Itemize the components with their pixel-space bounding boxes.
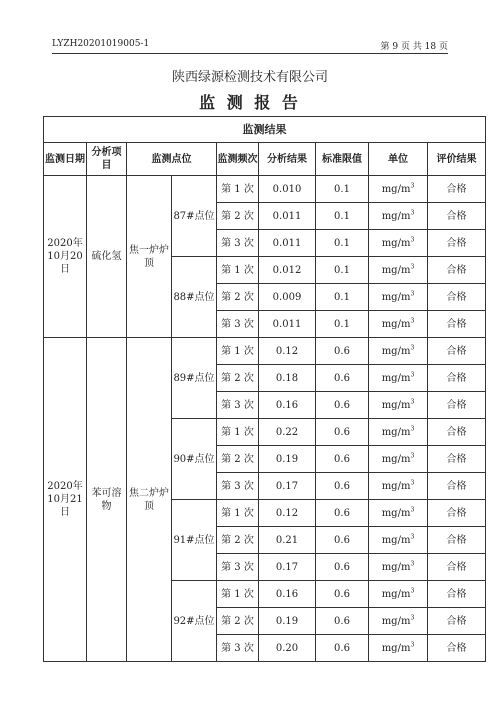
point-cell: 91#点位 [172, 500, 217, 581]
limit-cell: 0.6 [316, 554, 369, 581]
result-cell: 0.17 [259, 554, 316, 581]
limit-cell: 0.6 [316, 419, 369, 446]
limit-cell: 0.1 [316, 203, 369, 230]
frequency-cell: 第 2 次 [217, 446, 259, 473]
limit-cell: 0.1 [316, 284, 369, 311]
evaluation-cell: 合格 [428, 257, 486, 284]
result-cell: 0.011 [259, 311, 316, 338]
header-evaluation: 评价结果 [428, 143, 486, 176]
unit-cell [369, 419, 428, 446]
item-cell: 硫化氢 [87, 176, 127, 338]
unit-cell [369, 635, 428, 662]
unit-base: mg/m [381, 264, 411, 276]
item-cell: 苯可溶物 [87, 338, 127, 662]
unit-cell [369, 365, 428, 392]
limit-cell: 0.6 [316, 365, 369, 392]
unit-exponent: 3 [410, 425, 415, 433]
unit-base: mg/m [381, 507, 411, 519]
limit-cell: 0.6 [316, 473, 369, 500]
table-header-row [44, 143, 486, 176]
limit-cell: 0.6 [316, 446, 369, 473]
result-cell: 0.16 [259, 392, 316, 419]
unit-cell [369, 581, 428, 608]
results-table [43, 116, 486, 662]
evaluation-cell: 合格 [428, 419, 486, 446]
unit-cell [369, 554, 428, 581]
point-cell: 88#点位 [172, 257, 217, 338]
unit-exponent: 3 [410, 506, 415, 514]
unit-cell [369, 284, 428, 311]
frequency-cell: 第 1 次 [217, 419, 259, 446]
evaluation-cell: 合格 [428, 473, 486, 500]
unit-base: mg/m [381, 615, 411, 627]
unit-exponent: 3 [410, 641, 415, 649]
unit-base: mg/m [381, 561, 411, 573]
limit-cell: 0.1 [316, 176, 369, 203]
frequency-cell: 第 3 次 [217, 554, 259, 581]
unit-exponent: 3 [410, 452, 415, 460]
frequency-cell: 第 1 次 [217, 257, 259, 284]
unit-base: mg/m [381, 183, 411, 195]
result-cell: 0.16 [259, 581, 316, 608]
evaluation-cell: 合格 [428, 203, 486, 230]
limit-cell: 0.6 [316, 500, 369, 527]
frequency-cell: 第 3 次 [217, 311, 259, 338]
unit-base: mg/m [381, 345, 411, 357]
frequency-cell: 第 3 次 [217, 473, 259, 500]
unit-base: mg/m [381, 642, 411, 654]
unit-cell [369, 203, 428, 230]
evaluation-cell: 合格 [428, 392, 486, 419]
frequency-cell: 第 1 次 [217, 581, 259, 608]
unit-base: mg/m [381, 453, 411, 465]
unit-exponent: 3 [410, 560, 415, 568]
result-cell: 0.12 [259, 338, 316, 365]
unit-exponent: 3 [410, 479, 415, 487]
unit-exponent: 3 [410, 587, 415, 595]
limit-cell: 0.6 [316, 608, 369, 635]
header-frequency: 监测频次 [217, 143, 259, 176]
frequency-cell: 第 2 次 [217, 608, 259, 635]
unit-exponent: 3 [410, 398, 415, 406]
unit-exponent: 3 [410, 263, 415, 271]
unit-cell [369, 392, 428, 419]
result-cell: 0.011 [259, 230, 316, 257]
result-cell: 0.19 [259, 608, 316, 635]
unit-base: mg/m [381, 318, 411, 330]
unit-exponent: 3 [410, 290, 415, 298]
evaluation-cell: 合格 [428, 446, 486, 473]
date-cell: 2020年10月20日 [44, 176, 87, 338]
unit-exponent: 3 [410, 344, 415, 352]
frequency-cell: 第 3 次 [217, 230, 259, 257]
result-cell: 0.18 [259, 365, 316, 392]
table-title-row [44, 117, 486, 143]
point-cell: 92#点位 [172, 581, 217, 662]
evaluation-cell: 合格 [428, 635, 486, 662]
unit-cell [369, 257, 428, 284]
evaluation-cell: 合格 [428, 230, 486, 257]
unit-exponent: 3 [410, 209, 415, 217]
unit-base: mg/m [381, 237, 411, 249]
frequency-cell: 第 2 次 [217, 284, 259, 311]
frequency-cell: 第 2 次 [217, 203, 259, 230]
unit-cell [369, 527, 428, 554]
table-row [44, 176, 486, 203]
evaluation-cell: 合格 [428, 608, 486, 635]
result-cell: 0.010 [259, 176, 316, 203]
frequency-cell: 第 1 次 [217, 338, 259, 365]
evaluation-cell: 合格 [428, 581, 486, 608]
results-table-body [44, 117, 486, 662]
frequency-cell: 第 2 次 [217, 527, 259, 554]
evaluation-cell: 合格 [428, 500, 486, 527]
header-limit: 标准限值 [316, 143, 369, 176]
page-header [52, 39, 448, 53]
page-info: 第 9 页 共 18 页 [380, 42, 448, 52]
frequency-cell: 第 2 次 [217, 365, 259, 392]
header-unit: 单位 [369, 143, 428, 176]
evaluation-cell: 合格 [428, 284, 486, 311]
limit-cell: 0.6 [316, 338, 369, 365]
header-location: 监测点位 [127, 143, 217, 176]
result-cell: 0.009 [259, 284, 316, 311]
point-cell: 89#点位 [172, 338, 217, 419]
frequency-cell: 第 3 次 [217, 635, 259, 662]
limit-cell: 0.6 [316, 392, 369, 419]
evaluation-cell: 合格 [428, 311, 486, 338]
document-title: 监 测 报 告 [199, 93, 301, 112]
evaluation-cell: 合格 [428, 554, 486, 581]
frequency-cell: 第 1 次 [217, 500, 259, 527]
unit-cell [369, 473, 428, 500]
unit-exponent: 3 [410, 317, 415, 325]
result-cell: 0.20 [259, 635, 316, 662]
result-cell: 0.011 [259, 203, 316, 230]
unit-base: mg/m [381, 588, 411, 600]
result-cell: 0.19 [259, 446, 316, 473]
unit-base: mg/m [381, 480, 411, 492]
unit-exponent: 3 [410, 182, 415, 190]
unit-base: mg/m [381, 372, 411, 384]
evaluation-cell: 合格 [428, 338, 486, 365]
table-title: 监测结果 [44, 117, 486, 143]
limit-cell: 0.1 [316, 230, 369, 257]
unit-base: mg/m [381, 534, 411, 546]
evaluation-cell: 合格 [428, 176, 486, 203]
unit-exponent: 3 [410, 236, 415, 244]
result-cell: 0.21 [259, 527, 316, 554]
unit-exponent: 3 [410, 614, 415, 622]
table-row [44, 338, 486, 365]
limit-cell: 0.6 [316, 581, 369, 608]
unit-cell [369, 311, 428, 338]
limit-cell: 0.6 [316, 527, 369, 554]
unit-base: mg/m [381, 291, 411, 303]
unit-cell [369, 176, 428, 203]
frequency-cell: 第 1 次 [217, 176, 259, 203]
evaluation-cell: 合格 [428, 527, 486, 554]
location-cell: 焦二炉炉顶 [127, 338, 172, 662]
unit-cell [369, 230, 428, 257]
evaluation-cell: 合格 [428, 365, 486, 392]
location-cell: 焦一炉炉顶 [127, 176, 172, 338]
unit-base: mg/m [381, 210, 411, 222]
unit-exponent: 3 [410, 371, 415, 379]
limit-cell: 0.1 [316, 257, 369, 284]
unit-cell [369, 446, 428, 473]
point-cell: 87#点位 [172, 176, 217, 257]
date-cell: 2020年10月21日 [44, 338, 87, 662]
result-cell: 0.12 [259, 500, 316, 527]
unit-base: mg/m [381, 399, 411, 411]
header-item: 分析项目 [87, 143, 127, 176]
company-name: 陕西绿源检测技术有限公司 [171, 70, 328, 85]
point-cell: 90#点位 [172, 419, 217, 500]
report-id: LYZH20201019005-1 [52, 39, 150, 49]
result-cell: 0.17 [259, 473, 316, 500]
frequency-cell: 第 3 次 [217, 392, 259, 419]
header-date: 监测日期 [44, 143, 87, 176]
limit-cell: 0.6 [316, 635, 369, 662]
unit-base: mg/m [381, 426, 411, 438]
unit-exponent: 3 [410, 533, 415, 541]
header-result: 分析结果 [259, 143, 316, 176]
unit-cell [369, 338, 428, 365]
limit-cell: 0.1 [316, 311, 369, 338]
unit-cell [369, 500, 428, 527]
header-divider [52, 53, 448, 54]
result-cell: 0.012 [259, 257, 316, 284]
result-cell: 0.22 [259, 419, 316, 446]
unit-cell [369, 608, 428, 635]
